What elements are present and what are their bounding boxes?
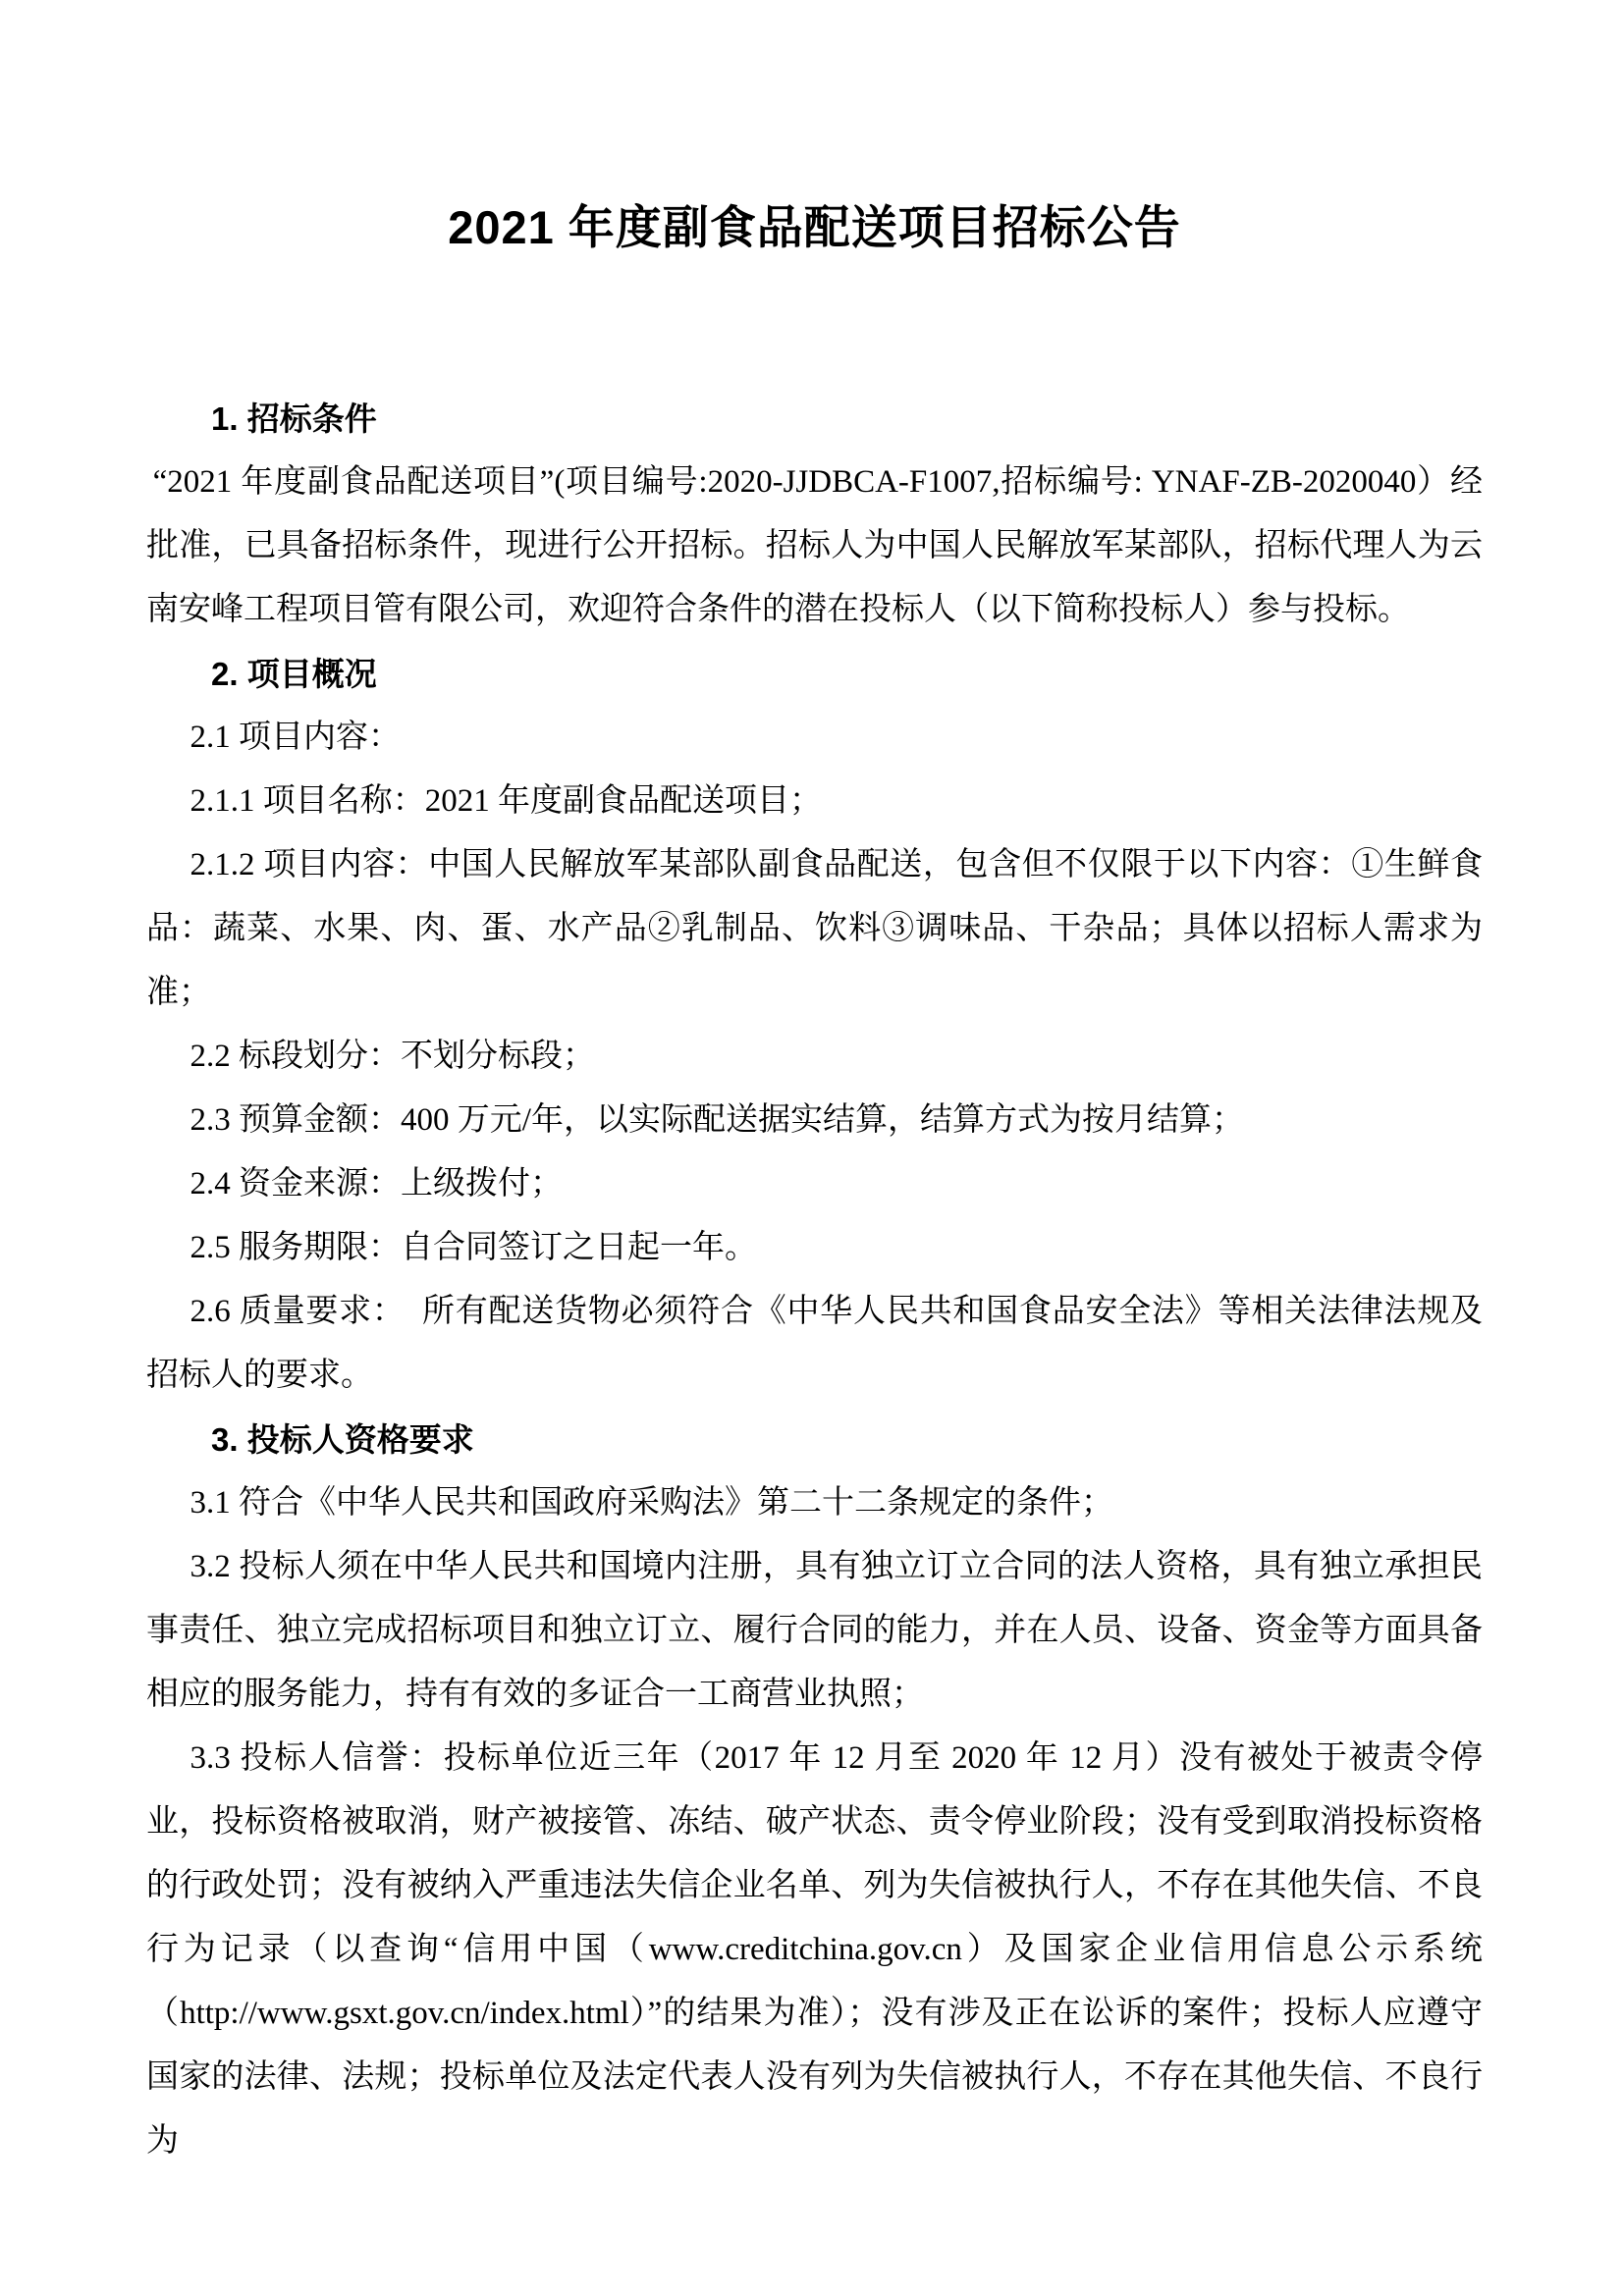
para-budget-amount: 2.3 预算金额：400 万元/年，以实际配送据实结算，结算方式为按月结算； <box>189 1102 1244 1138</box>
heading-project-overview: 2. 项目概况 <box>211 656 377 692</box>
para-funding-source: 2.4 资金来源：上级拨付； <box>189 1166 564 1201</box>
para-lot-division: 2.2 标段划分：不划分标段； <box>189 1039 596 1074</box>
para-qualification-law: 3.1 符合《中华人民共和国政府采购法》第二十二条规定的条件； <box>189 1485 1114 1521</box>
para-bidding-conditions: “2021 年度副食品配送项目”(项目编号:2020-JJDBCA-F1007,招标编号: YNAF-ZB-2020040）经批准，已具备招标条件，现进行公开招标。招标人为中国人民解放军某部队，招标代理人为云南安峰工程项目管有限公司，欢迎符合条件的潜在投标人（以下简称投标人）参与投标。 <box>146 464 1483 627</box>
para-project-content-detail: 2.1.2 项目内容：中国人民解放军某部队副食品配送，包含但不仅限于以下内容：①生鲜食品：蔬菜、水果、肉、蛋、水产品②乳制品、饮料③调味品、干杂品；具体以招标人需求为准； <box>146 847 1483 1010</box>
para-qualification-registration: 3.2 投标人须在中华人民共和国境内注册，具有独立订立合同的法人资格，具有独立承担民事责任、独立完成招标项目和独立订立、履行合同的能力，并在人员、设备、资金等方面具备相应的服务能力，持有有效的多证合一工商营业执照； <box>146 1549 1483 1712</box>
para-project-content-label: 2.1 项目内容： <box>189 720 402 755</box>
para-quality-requirement: 2.6 质量要求： 所有配送货物必须符合《中华人民共和国食品安全法》等相关法律法规及招标人的要求。 <box>146 1294 1483 1393</box>
para-service-period: 2.5 服务期限：自合同签订之日起一年。 <box>189 1230 758 1265</box>
para-project-name: 2.1.1 项目名称：2021 年度副食品配送项目； <box>189 783 823 819</box>
heading-bidding-conditions: 1. 招标条件 <box>211 400 377 437</box>
page-title: 2021 年度副食品配送项目招标公告 <box>448 201 1181 253</box>
para-qualification-credit: 3.3 投标人信誉：投标单位近三年（2017 年 12 月至 2020 年 12 月）没有被处于被责令停业，投标资格被取消，财产被接管、冻结、破产状态、责令停业阶段；没有受到取消投标资格的行政处罚；没有被纳入严重违法失信企业名单、列为失信被执行人，不存在其他失信、不良行为记录（以查询“信用中国（www.creditchina.gov.cn）及国家企业信用信息公示系统（http://www.gsxt.gov.cn/index.html）”的结果为准）；没有涉及正在讼诉的案件；投标人应遵守国家的法律、法规；投标单位及法定代表人没有列为失信被执行人，不存在其他失信、不良行为 <box>146 1740 1483 2159</box>
heading-bidder-qualifications: 3. 投标人资格要求 <box>211 1421 474 1458</box>
